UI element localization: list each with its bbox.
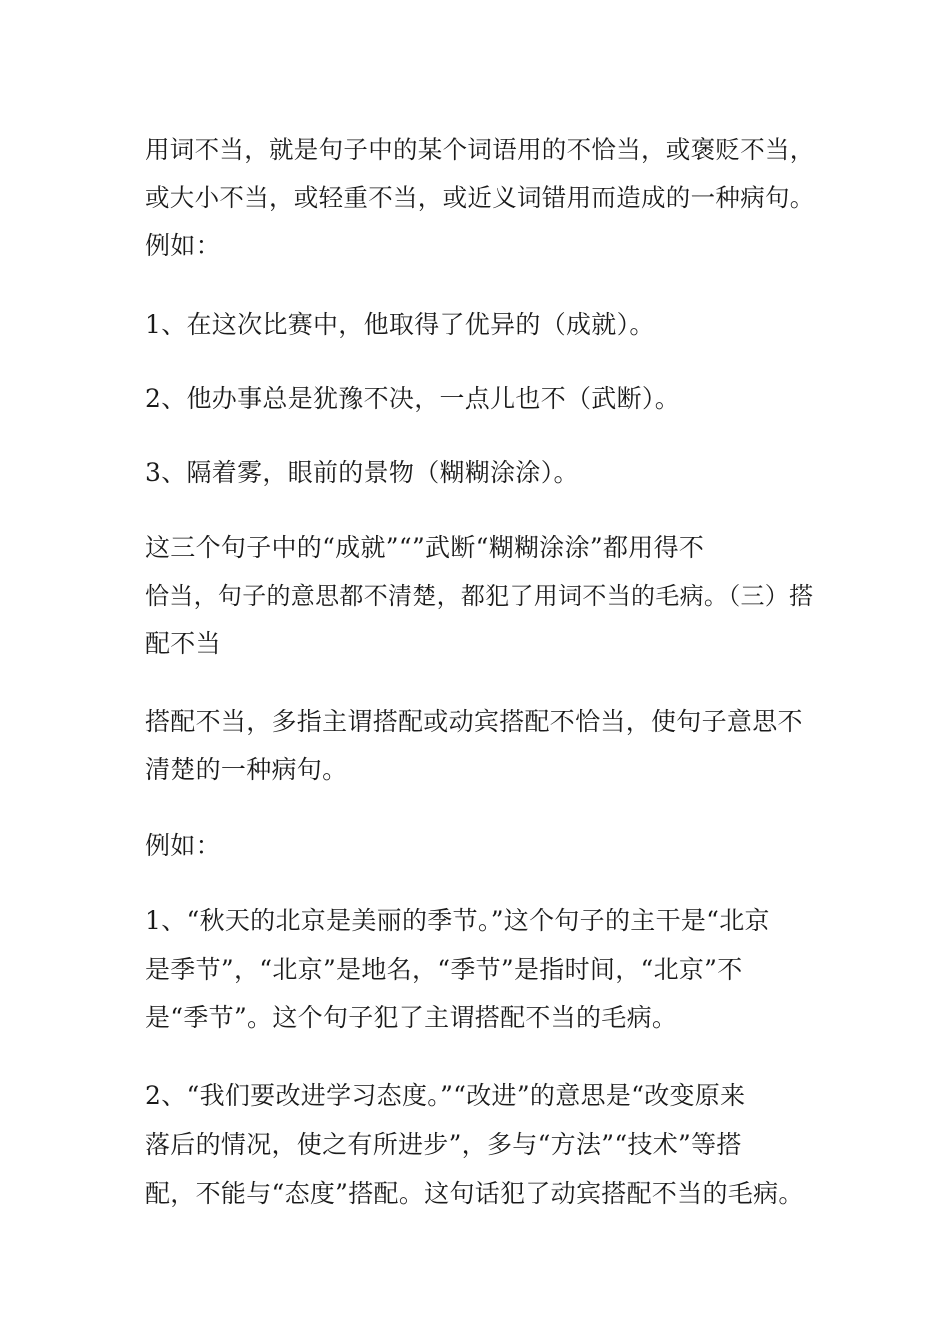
section-heading: 配不当 — [145, 629, 221, 658]
list-item-continued: 是“季节”。这个句子犯了主谓搭配不当的毛病。 — [145, 1003, 678, 1032]
list-item-continued: 配，不能与“态度”搭配。这句话犯了动宾搭配不当的毛病。 — [145, 1179, 804, 1208]
paragraph-line: 恰当，句子的意思都不清楚，都犯了用词不当的毛病。（三）搭 — [145, 582, 814, 610]
list-item: 2、“我们要改进学习态度。”“改进”的意思是“改变原来 — [145, 1081, 746, 1110]
paragraph-line: 用词不当，就是句子中的某个词语用的不恰当，或褒贬不当， — [145, 135, 815, 164]
list-item: 1、“秋天的北京是美丽的季节。”这个句子的主干是“北京 — [145, 906, 770, 935]
paragraph-line: 搭配不当，多指主谓搭配或动宾搭配不恰当，使句子意思不 — [145, 707, 803, 736]
paragraph-line: 这三个句子中的“成就”“”武断“糊糊涂涂”都用得不 — [145, 533, 705, 562]
paragraph-line: 例如： — [145, 231, 221, 260]
paragraph-line: 例如： — [145, 831, 221, 860]
list-item: 1、在这次比赛中，他取得了优异的（成就）。 — [145, 310, 655, 339]
list-item: 2、他办事总是犹豫不决，一点儿也不（武断）。 — [145, 384, 681, 413]
paragraph-line: 清楚的一种病句。 — [145, 755, 348, 784]
list-item-continued: 落后的情况，使之有所进步”，多与“方法”“技术”等搭 — [145, 1130, 742, 1159]
list-item: 3、隔着雾，眼前的景物（糊糊涂涂）。 — [145, 458, 579, 487]
paragraph-line: 或大小不当，或轻重不当，或近义词错用而造成的一种病句。 — [145, 183, 815, 212]
list-item-continued: 是季节”，“北京”是地名，“季节”是指时间，“北京”不 — [145, 955, 743, 984]
